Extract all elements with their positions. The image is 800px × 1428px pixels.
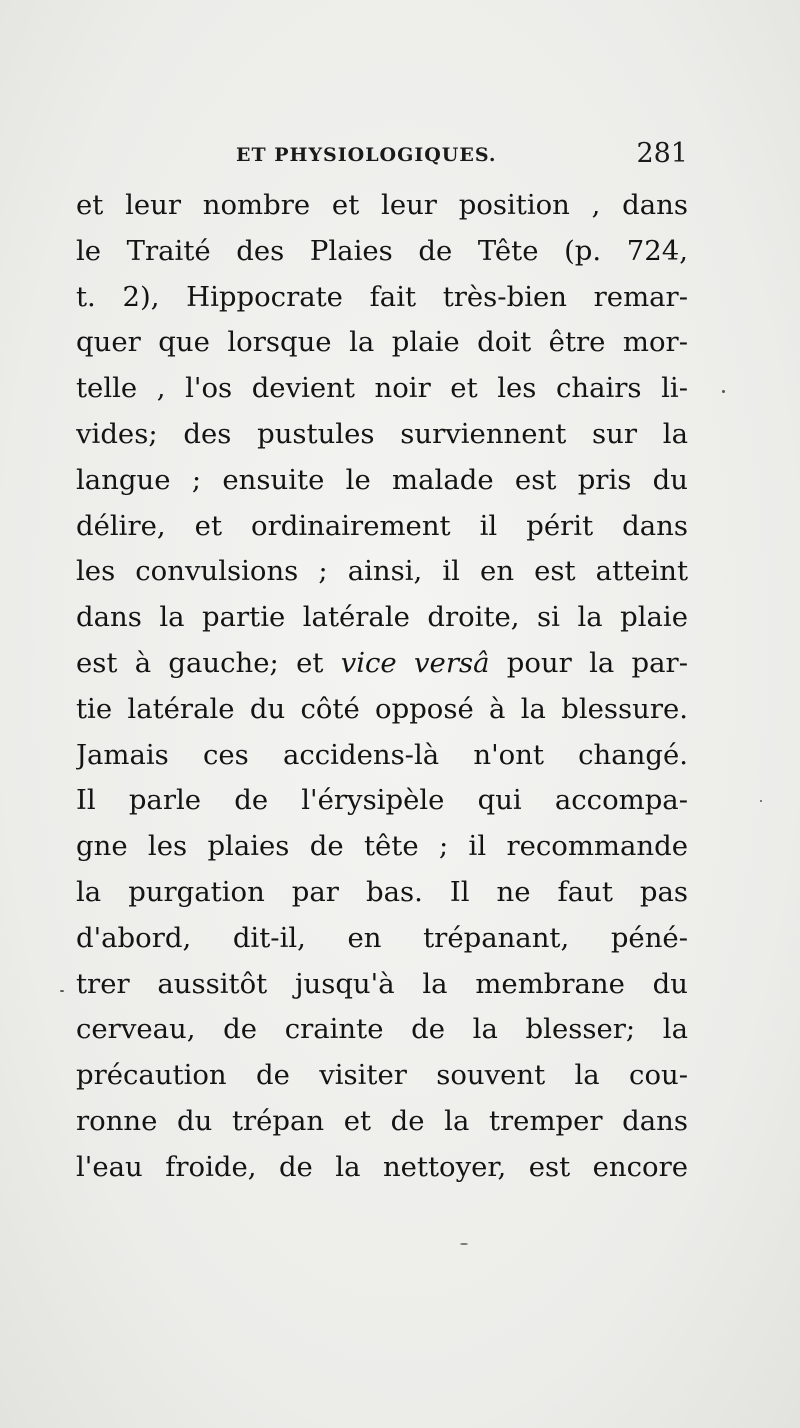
text-line-21: ronne du trépan et de la tremper dans bbox=[76, 1104, 688, 1137]
text-line-13: Jamais ces accidens-là n'ont changé. bbox=[76, 738, 688, 771]
text-line-20: précaution de visiter souvent la cou- bbox=[76, 1059, 688, 1092]
text-line-15: gne les plaies de tête ; il recommande bbox=[76, 830, 688, 863]
text-line-8: délire, et ordinairement il périt dans bbox=[76, 509, 688, 542]
text-line-14: Il parle de l'érysipèle qui accompa- bbox=[76, 784, 688, 817]
line-11-after: pour la par- bbox=[489, 646, 688, 679]
paper-speck bbox=[60, 990, 64, 992]
text-line-17: d'abord, dit-il, en trépanant, péné- bbox=[76, 921, 688, 954]
line-11-before: est à gauche; et bbox=[76, 646, 341, 679]
text-line-19: cerveau, de crainte de la blesser; la bbox=[76, 1013, 688, 1046]
text-line-4: quer que lorsque la plaie doit être mor- bbox=[76, 326, 688, 359]
text-line-3: t. 2), Hippocrate fait très-bien remar- bbox=[76, 280, 688, 313]
text-line-1: et leur nombre et leur position , dans bbox=[76, 189, 688, 221]
text-line-7: langue ; ensuite le malade est pris du bbox=[76, 463, 688, 496]
text-line-6: vides; des pustules surviennent sur la bbox=[76, 417, 688, 450]
paper-speck bbox=[460, 1243, 468, 1245]
text-line-11 bbox=[76, 641, 688, 687]
paper-speck bbox=[760, 800, 762, 802]
text-line-22: l'eau froide, de la nettoyer, est encore bbox=[76, 1150, 688, 1183]
text-line-16: la purgation par bas. Il ne faut pas bbox=[76, 875, 688, 908]
text-line-18: trer aussitôt jusqu'à la membrane du bbox=[76, 967, 688, 1000]
text-line-9: les convulsions ; ainsi, il en est atteint bbox=[76, 555, 688, 588]
page-number: 281 bbox=[636, 138, 688, 169]
page-header bbox=[76, 138, 688, 178]
paper-speck bbox=[722, 390, 725, 393]
text-line-10: dans la partie latérale droite, si la plaie bbox=[76, 601, 688, 634]
text-line-12: tie latérale du côté opposé à la blessure. bbox=[76, 692, 688, 725]
text-line-5: telle , l'os devient noir et les chairs li- bbox=[76, 372, 688, 405]
body-text bbox=[76, 183, 688, 1191]
italic-phrase: vice versâ bbox=[340, 646, 490, 679]
text-line-2: le Traité des Plaies de Tête (p. 724, bbox=[76, 234, 688, 267]
running-head: ET PHYSIOLOGIQUES. bbox=[236, 144, 497, 166]
